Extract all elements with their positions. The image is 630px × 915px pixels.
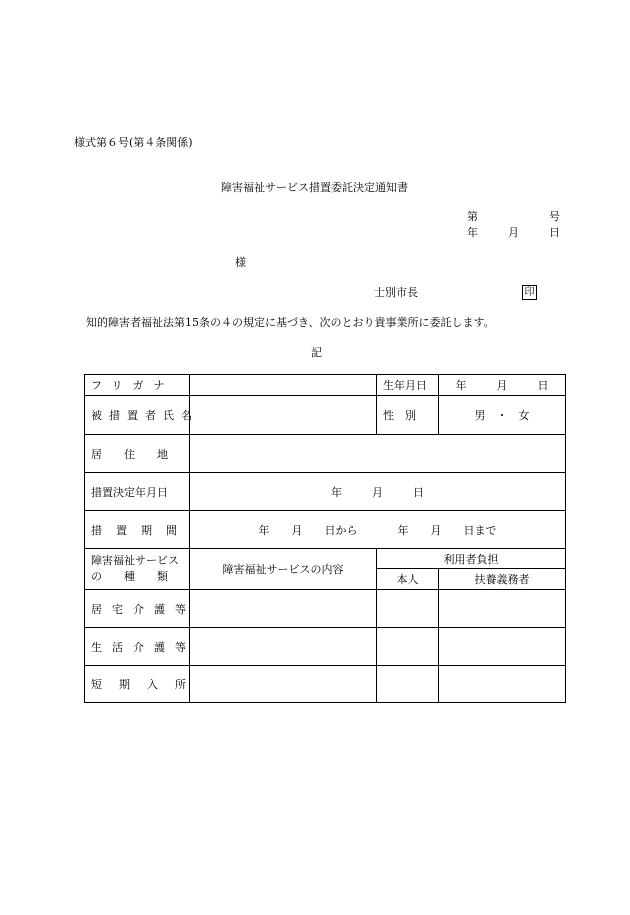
address-field[interactable]: [190, 435, 566, 473]
address-row: [85, 435, 566, 473]
service-content-cell[interactable]: [190, 590, 377, 628]
gender-label: 性 別: [377, 396, 439, 435]
service-row-label: 生活介護等: [85, 628, 190, 666]
self-burden-cell[interactable]: [377, 590, 439, 628]
period-end-month: 月: [430, 523, 442, 537]
period-label: 措置期間: [85, 511, 190, 549]
address-label: 居住地: [85, 435, 190, 473]
date-day: 日: [549, 226, 560, 239]
name-field[interactable]: [190, 396, 377, 435]
name-label: 被措置者氏名: [85, 396, 190, 435]
decision-date-field[interactable]: [190, 473, 566, 511]
service-row-home-care: [85, 590, 566, 628]
reference-dai: 第: [467, 210, 478, 223]
period-row: [85, 511, 566, 549]
self-burden-cell[interactable]: [377, 628, 439, 666]
service-row-short-stay: [85, 666, 566, 703]
user-burden-label: 利用者負担: [377, 549, 566, 569]
service-content-cell[interactable]: [190, 666, 377, 703]
period-start-month: 月: [291, 523, 303, 537]
period-end-year: 年: [397, 523, 409, 537]
furigana-row: [85, 375, 566, 396]
service-row-life-care: [85, 628, 566, 666]
ki-heading: 記: [311, 346, 322, 359]
date-month: 月: [508, 226, 519, 239]
service-kind-line1: 障害福祉サービス: [91, 554, 179, 567]
name-row: [85, 396, 566, 435]
self-label: 本人: [377, 569, 439, 590]
birth-date-field[interactable]: [439, 375, 566, 396]
period-start-day: 日から: [324, 523, 358, 537]
service-content-label: 障害福祉サービスの内容: [190, 549, 377, 590]
form-number: 様式第６号(第４条関係): [74, 136, 193, 149]
period-field[interactable]: [190, 511, 566, 549]
service-row-label: 居宅介護等: [85, 590, 190, 628]
issuer: 士別市長: [374, 286, 418, 299]
decision-date-label: 措置決定年月日: [85, 473, 190, 511]
service-kind-line2: の 種 類: [91, 570, 168, 583]
document-title: 障害福祉サービス措置委託決定通知書: [221, 181, 408, 194]
body-text: 知的障害者福祉法第15条の４の規定に基づき、次のとおり貴事業所に委託します。: [86, 316, 495, 329]
gender-options[interactable]: 男 ・ 女: [439, 396, 566, 435]
furigana-field[interactable]: [190, 375, 377, 396]
birth-month: 月: [496, 379, 508, 392]
addressee-suffix: 様: [235, 256, 246, 269]
furigana-label: フリガナ: [85, 375, 190, 396]
service-content-cell[interactable]: [190, 628, 377, 666]
period-end-day: 日まで: [463, 523, 497, 537]
notice-table: [84, 374, 566, 703]
self-burden-cell[interactable]: [377, 666, 439, 703]
birth-day: 日: [537, 379, 549, 392]
service-header-row: [85, 549, 566, 569]
decision-date-row: [85, 473, 566, 511]
supporter-burden-cell[interactable]: [439, 628, 566, 666]
date-year: 年: [467, 226, 478, 239]
birth-year: 年: [455, 379, 467, 392]
decision-year: 年: [331, 485, 342, 499]
birth-date-label: 生年月日: [377, 375, 439, 396]
service-kind-label: [85, 549, 190, 590]
supporter-burden-cell[interactable]: [439, 666, 566, 703]
service-row-label: 短期入所: [85, 666, 190, 703]
supporter-label: 扶養義務者: [439, 569, 566, 590]
supporter-burden-cell[interactable]: [439, 590, 566, 628]
reference-go: 号: [549, 210, 560, 223]
seal-mark: 印: [522, 285, 537, 300]
decision-month: 月: [372, 485, 383, 499]
period-start-year: 年: [258, 523, 270, 537]
decision-day: 日: [413, 485, 424, 499]
